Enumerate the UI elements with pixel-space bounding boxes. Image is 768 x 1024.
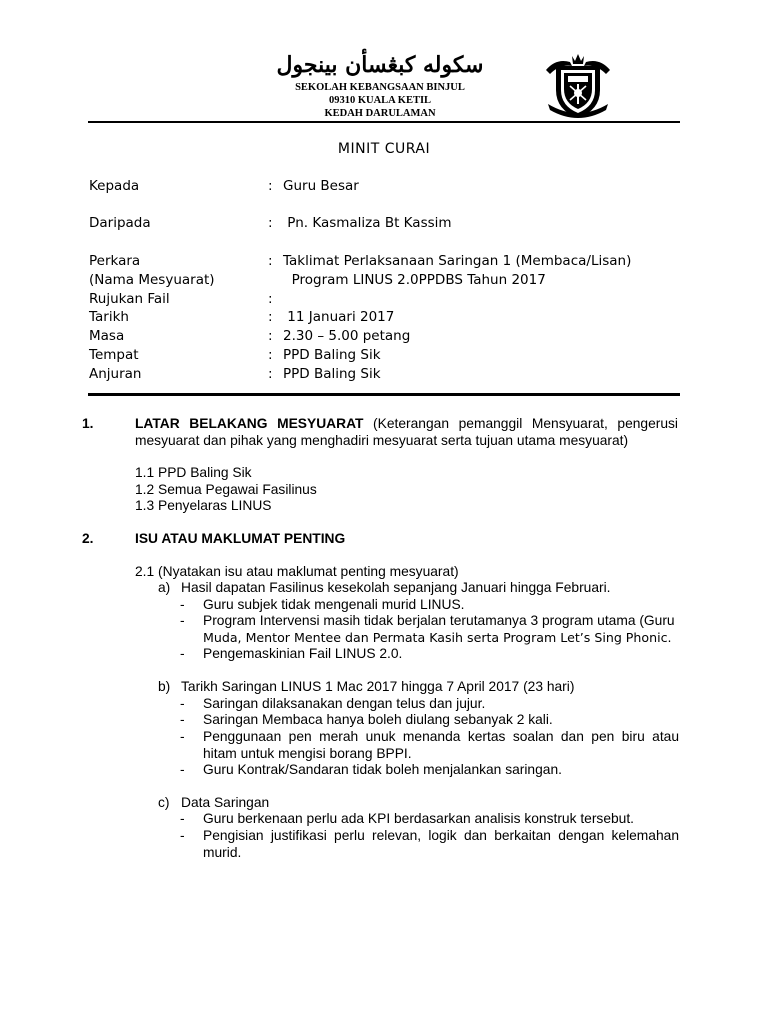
section-number: 2. xyxy=(82,531,94,546)
meta-divider xyxy=(88,393,680,396)
bullet-text: Penggunaan pen merah unuk menanda kertas soalan dan pen biru atau hitam untuk mengisi borang BPPI. xyxy=(203,729,679,761)
meta-value-masa: 2.30 – 5.00 petang xyxy=(283,328,411,344)
section-2-intro: 2.1 (Nyatakan isu atau maklumat penting mesyuarat) xyxy=(135,564,459,579)
school-crest-logo xyxy=(542,52,614,122)
meta-value-kepada: Guru Besar xyxy=(283,178,359,194)
meta-colon: : xyxy=(268,178,273,194)
meta-colon: : xyxy=(268,347,273,363)
school-name-jawi: سكوله كبڠسأن بينجول xyxy=(276,52,484,78)
list-item: 1.3 Penyelaras LINUS xyxy=(135,498,272,513)
bullet-dash: - xyxy=(180,729,185,744)
document-title: MINIT CURAI xyxy=(337,141,431,157)
bullet-text: Saringan dilaksanakan dengan telus dan jujur. xyxy=(203,696,486,711)
meta-value-perkara: Taklimat Perlaksanaan Saringan 1 (Membaca/Lisan) xyxy=(283,253,632,269)
school-state: KEDAH DARULAMAN xyxy=(324,108,436,119)
bullet-text: Guru berkenaan perlu ada KPI berdasarkan analisis konstruk tersebut. xyxy=(203,811,635,826)
section-1-paragraph xyxy=(135,416,678,449)
bullet-dash: - xyxy=(180,646,185,661)
meta-label-rujukan-fail: Rujukan Fail xyxy=(89,291,170,307)
list-item: 1.2 Semua Pegawai Fasilinus xyxy=(135,482,317,497)
bullet-dash: - xyxy=(180,712,185,727)
meta-value-tempat: PPD Baling Sik xyxy=(283,347,381,363)
meta-label-kepada: Kepada xyxy=(89,178,140,194)
section-1-heading: LATAR BELAKANG MESYUARAT xyxy=(135,416,364,431)
meta-label-masa: Masa xyxy=(89,328,125,344)
meta-label-tempat: Tempat xyxy=(89,347,139,363)
bullet-text: Guru Kontrak/Sandaran tidak boleh menjalankan saringan. xyxy=(203,762,562,777)
section-2-heading: ISU ATAU MAKLUMAT PENTING xyxy=(135,531,346,546)
bullet-dash: - xyxy=(180,597,185,612)
bullet-dash: - xyxy=(180,696,185,711)
school-address: 09310 KUALA KETIL xyxy=(328,95,432,106)
item-marker-a: a) xyxy=(158,580,171,595)
meta-colon: : xyxy=(268,309,273,325)
bullet-continuation: Muda, Mentor Mentee dan Permata Kasih serta Program Let’s Sing Phonic. xyxy=(203,630,672,645)
meta-label-perkara: Perkara xyxy=(89,253,141,269)
meta-label-nama-mesyuarat: (Nama Mesyuarat) xyxy=(89,272,215,288)
meta-value-anjuran: PPD Baling Sik xyxy=(283,366,381,382)
meta-value-tarikh: 11 Januari 2017 xyxy=(283,309,395,325)
item-marker-c: c) xyxy=(158,795,170,810)
bullet-text: Saringan Membaca hanya boleh diulang sebanyak 2 kali. xyxy=(203,712,553,727)
school-name: SEKOLAH KEBANGSAAN BINJUL xyxy=(295,82,465,93)
item-text-b: Tarikh Saringan LINUS 1 Mac 2017 hingga 7 April 2017 (23 hari) xyxy=(181,679,575,694)
meta-label-anjuran: Anjuran xyxy=(89,366,142,382)
meta-colon: : xyxy=(268,215,273,231)
bullet-text: Guru subjek tidak mengenali murid LINUS. xyxy=(203,597,465,612)
bullet-dash: - xyxy=(180,762,185,777)
item-text-c: Data Saringan xyxy=(181,795,270,810)
bullet-text: Pengisian justifikasi perlu relevan, logik dan berkaitan dengan kelemahan murid. xyxy=(203,828,679,860)
meta-colon: : xyxy=(268,291,273,307)
meta-colon: : xyxy=(268,328,273,344)
section-number: 1. xyxy=(82,416,94,431)
bullet-dash: - xyxy=(180,613,185,628)
bullet-text: Pengemaskinian Fail LINUS 2.0. xyxy=(203,646,403,661)
list-item: 1.1 PPD Baling Sik xyxy=(135,465,252,480)
header-divider xyxy=(88,121,680,123)
item-marker-b: b) xyxy=(158,679,171,694)
meta-label-tarikh: Tarikh xyxy=(89,309,129,325)
meta-colon: : xyxy=(268,366,273,382)
section-1-description: (Keterangan pemanggil Mensyuarat, pengerusi mesyuarat dan pihak yang menghadiri mesyuarat serta tujuan utama mesyuarat) xyxy=(135,416,678,448)
meta-colon: : xyxy=(268,253,273,269)
meta-value-daripada: Pn. Kasmaliza Bt Kassim xyxy=(283,215,452,231)
meta-label-daripada: Daripada xyxy=(89,215,151,231)
meta-value-nama-mesyuarat: Program LINUS 2.0PPDBS Tahun 2017 xyxy=(283,272,546,288)
bullet-text: Program Intervensi masih tidak berjalan terutamanya 3 program utama (Guru xyxy=(203,613,675,628)
bullet-dash: - xyxy=(180,828,185,843)
item-text-a: Hasil dapatan Fasilinus kesekolah sepanjang Januari hingga Februari. xyxy=(181,580,611,595)
bullet-dash: - xyxy=(180,811,185,826)
